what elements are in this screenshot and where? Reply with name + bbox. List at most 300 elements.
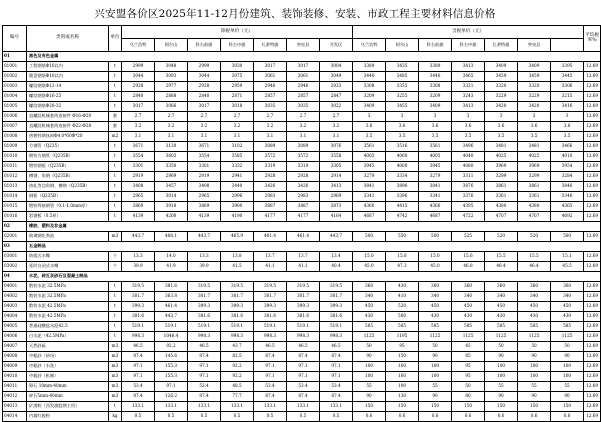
item-name: 防爬式水嘴 xyxy=(27,252,109,262)
price-excl-tax-cell: 2969 xyxy=(320,192,353,202)
price-excl-tax-cell: 2857 xyxy=(287,92,320,102)
price-incl-tax-cell: 3496 xyxy=(452,142,485,152)
price-excl-tax-cell: 2888 xyxy=(155,92,188,102)
price-excl-tax-cell: 3319 xyxy=(287,162,320,172)
price-excl-tax-cell: 3301 xyxy=(122,162,155,172)
price-excl-tax-cell: 3408 xyxy=(122,182,155,192)
price-incl-tax-cell: 0.6 xyxy=(419,412,452,422)
price-excl-tax-cell: 4139 xyxy=(122,212,155,222)
price-incl-tax-cell: 3.6 xyxy=(551,122,584,132)
price-excl-tax-cell: 133.1 xyxy=(221,402,254,412)
price-excl-tax-cell: 92.2 xyxy=(221,362,254,372)
price-excl-tax-cell: 3900 xyxy=(221,202,254,212)
price-excl-tax-cell: 519.1 xyxy=(254,322,287,332)
price-incl-tax-cell: 160 xyxy=(386,372,419,382)
price-excl-tax-cell: 998.3 xyxy=(287,332,320,342)
item-code: 01006 xyxy=(3,112,27,122)
price-excl-tax-cell: 97.1 xyxy=(254,372,287,382)
price-excl-tax-cell: 0.5 xyxy=(188,412,221,422)
item-unit: t xyxy=(109,172,122,182)
price-incl-tax-cell: 520 xyxy=(485,232,518,242)
price-excl-tax-cell: 465.9 xyxy=(221,232,254,242)
price-incl-tax-cell: 525 xyxy=(452,232,485,242)
price-excl-tax-cell: 2928 xyxy=(287,172,320,182)
header-region-in: 突泉县 xyxy=(518,39,551,52)
price-incl-tax-cell: 3341 xyxy=(419,192,452,202)
price-incl-tax-cell: 4380 xyxy=(485,202,518,212)
price-incl-tax-cell: 1125 xyxy=(452,332,485,342)
price-incl-tax-cell: 45 xyxy=(452,342,485,352)
header-region-ex: 阿尔山 xyxy=(155,39,188,52)
item-name: 热轧等边角钢、槽钢（Q235B） xyxy=(27,182,109,192)
price-excl-tax-cell: 381.6 xyxy=(254,312,287,322)
item-unit: m3 xyxy=(109,372,122,382)
price-excl-tax-cell: 2946 xyxy=(287,82,320,92)
section-row xyxy=(3,222,601,232)
item-code: 01014 xyxy=(3,192,27,202)
price-excl-tax-cell: 519.1 xyxy=(122,322,155,332)
price-excl-tax-cell: 13.4 xyxy=(320,252,353,262)
price-excl-tax-cell: 461.4 xyxy=(254,232,287,242)
header-region-ex: 乌兰浩特 xyxy=(122,39,155,52)
price-excl-tax-cell: 3093 xyxy=(155,72,188,82)
price-incl-tax-cell: 3841 xyxy=(419,182,452,192)
item-unit: m3 xyxy=(109,352,122,362)
price-incl-tax-cell: 80 xyxy=(452,392,485,402)
price-excl-tax-cell: 53.4 xyxy=(122,382,155,392)
tax-rate-cell: 12.69 xyxy=(584,112,601,122)
price-incl-tax-cell: 3413 xyxy=(452,102,485,112)
price-incl-tax-cell: 3.5 xyxy=(419,132,452,142)
price-excl-tax-cell: 3120 xyxy=(155,142,188,152)
item-code: 04006 xyxy=(3,332,27,342)
price-excl-tax-cell: 3408 xyxy=(188,182,221,192)
item-unit: 个 xyxy=(109,262,122,272)
price-incl-tax-cell: 3209 xyxy=(353,92,386,102)
price-incl-tax-cell: 3420 xyxy=(485,102,518,112)
header-region-ex: 开发区 xyxy=(320,39,353,52)
price-excl-tax-cell: 3014 xyxy=(155,192,188,202)
price-incl-tax-cell: 3896 xyxy=(386,182,419,192)
tax-rate-cell: 12.69 xyxy=(584,282,601,292)
price-incl-tax-cell: 3445 xyxy=(551,72,584,82)
tax-rate-cell: 12.69 xyxy=(584,62,601,72)
item-code: 01007 xyxy=(3,122,27,132)
price-incl-tax-cell: 0.6 xyxy=(386,412,419,422)
price-excl-tax-cell: 319.5 xyxy=(122,282,155,292)
table-row xyxy=(3,212,601,222)
price-incl-tax-cell: 500 xyxy=(386,312,419,322)
tax-rate-cell: 12.69 xyxy=(584,182,601,192)
price-excl-tax-cell: 2999 xyxy=(122,62,155,72)
price-incl-tax-cell: 0.6 xyxy=(452,412,485,422)
tax-rate-cell: 12.69 xyxy=(584,412,601,422)
price-excl-tax-cell: 399.3 xyxy=(221,302,254,312)
header-region-in: 科右中旗 xyxy=(452,39,485,52)
item-name: 镀锌钢板（Q235B） xyxy=(27,162,109,172)
price-excl-tax-cell: 2840 xyxy=(122,92,155,102)
price-excl-tax-cell: 0.5 xyxy=(287,412,320,422)
price-excl-tax-cell: 2871 xyxy=(221,92,254,102)
price-incl-tax-cell: 4380 xyxy=(518,202,551,212)
table-row xyxy=(3,112,601,122)
section-code: 01 xyxy=(3,52,27,62)
tax-rate-cell: 12.69 xyxy=(584,262,601,272)
price-excl-tax-cell: 13.7 xyxy=(287,252,320,262)
price-excl-tax-cell: 3004 xyxy=(320,62,353,72)
price-excl-tax-cell: 46.5 xyxy=(287,342,320,352)
item-unit: t xyxy=(109,402,122,412)
price-excl-tax-cell: 97.1 xyxy=(155,382,188,392)
price-incl-tax-cell: 3466 xyxy=(551,142,584,152)
table-row xyxy=(3,372,601,382)
price-excl-tax-cell: 998.3 xyxy=(254,332,287,342)
price-excl-tax-cell: 3554 xyxy=(188,152,221,162)
price-excl-tax-cell: 3.1 xyxy=(320,132,353,142)
price-excl-tax-cell: 97.1 xyxy=(287,372,320,382)
header-region-in: 乌兰浩特 xyxy=(353,39,386,52)
price-excl-tax-cell: 87.4 xyxy=(122,352,155,362)
price-incl-tax-cell: 410 xyxy=(386,292,419,302)
price-excl-tax-cell: 3671 xyxy=(188,142,221,152)
price-incl-tax-cell: 90 xyxy=(518,352,551,362)
item-code: 04001 xyxy=(3,282,27,292)
price-excl-tax-cell: 2840 xyxy=(188,92,221,102)
item-unit: m3 xyxy=(109,392,122,402)
price-incl-tax-cell: 3.5 xyxy=(551,132,584,142)
price-excl-tax-cell: 3.2 xyxy=(320,122,353,132)
price-incl-tax-cell: 85 xyxy=(452,352,485,362)
item-code: 01009 xyxy=(3,142,27,152)
price-incl-tax-cell: 3440 xyxy=(353,72,386,82)
price-incl-tax-cell: 1125 xyxy=(518,332,551,342)
item-name: 散装水泥 42.5MPa xyxy=(27,312,109,322)
price-excl-tax-cell: 3.2 xyxy=(188,122,221,132)
price-excl-tax-cell: 998.3 xyxy=(320,332,353,342)
price-excl-tax-cell: 3018 xyxy=(221,102,254,112)
price-incl-tax-cell: 4365 xyxy=(551,202,584,212)
price-excl-tax-cell: 53.4 xyxy=(188,382,221,392)
price-excl-tax-cell: 3572 xyxy=(254,152,287,162)
price-incl-tax-cell: 3.5 xyxy=(386,132,419,142)
price-incl-tax-cell: 585 xyxy=(452,322,485,332)
price-incl-tax-cell: 3321 xyxy=(452,82,485,92)
price-incl-tax-cell: 340 xyxy=(419,292,452,302)
price-incl-tax-cell: 3.6 xyxy=(485,122,518,132)
price-excl-tax-cell: 48.5 xyxy=(221,382,254,392)
item-unit: t xyxy=(109,302,122,312)
table-row xyxy=(3,292,601,302)
item-unit: t xyxy=(109,192,122,202)
item-code: 01002 xyxy=(3,72,27,82)
tax-rate-cell: 12.69 xyxy=(584,212,601,222)
price-excl-tax-cell: 97.1 xyxy=(287,362,320,372)
section-row xyxy=(3,242,601,252)
price-incl-tax-cell: 500 xyxy=(353,232,386,242)
item-name: 碎石5mm-40mm xyxy=(27,392,109,402)
item-unit: t xyxy=(109,82,122,92)
price-incl-tax-cell: 100 xyxy=(485,362,518,372)
section-row xyxy=(3,272,601,282)
price-excl-tax-cell: 998.3 xyxy=(188,332,221,342)
price-excl-tax-cell: 39.9 xyxy=(188,262,221,272)
price-table xyxy=(2,25,601,422)
tax-rate-cell: 12.69 xyxy=(584,252,601,262)
price-excl-tax-cell: 381.6 xyxy=(221,312,254,322)
tax-rate-cell: 12.69 xyxy=(584,202,601,212)
table-row xyxy=(3,362,601,372)
table-row xyxy=(3,82,601,92)
price-excl-tax-cell: 0.5 xyxy=(320,412,353,422)
price-excl-tax-cell: 3440 xyxy=(221,182,254,192)
price-excl-tax-cell: 3585 xyxy=(221,152,254,162)
price-excl-tax-cell: 46.5 xyxy=(122,342,155,352)
price-excl-tax-cell: 319.5 xyxy=(188,282,221,292)
item-unit: t xyxy=(109,62,122,72)
header-code: 编号 xyxy=(3,26,27,52)
price-excl-tax-cell: 2.7 xyxy=(254,112,287,122)
tax-rate-cell: 12.69 xyxy=(584,372,601,382)
price-incl-tax-cell: 500 xyxy=(419,232,452,242)
price-excl-tax-cell: 2.7 xyxy=(122,112,155,122)
price-incl-tax-cell: 3481 xyxy=(518,142,551,152)
price-incl-tax-cell: 1125 xyxy=(353,332,386,342)
price-incl-tax-cell: 3 xyxy=(419,112,452,122)
price-incl-tax-cell: 3299 xyxy=(518,172,551,182)
price-excl-tax-cell: 319.5 xyxy=(254,282,287,292)
price-incl-tax-cell: 3361 xyxy=(518,192,551,202)
table-row xyxy=(3,252,601,262)
item-code: 01012 xyxy=(3,172,27,182)
price-incl-tax-cell: 15.6 xyxy=(452,252,485,262)
price-incl-tax-cell: 90 xyxy=(551,352,584,362)
price-incl-tax-cell: 3279 xyxy=(419,172,452,182)
price-incl-tax-cell: 46.4 xyxy=(518,262,551,272)
price-incl-tax-cell: 3876 xyxy=(452,182,485,192)
header-region-in: 扎赉特旗 xyxy=(485,39,518,52)
price-incl-tax-cell: 3481 xyxy=(485,142,518,152)
price-excl-tax-cell: 2.7 xyxy=(188,112,221,122)
price-excl-tax-cell: 319.5 xyxy=(221,282,254,292)
price-excl-tax-cell: 519.1 xyxy=(221,322,254,332)
price-excl-tax-cell: 381.6 xyxy=(122,312,155,322)
price-incl-tax-cell: 3465 xyxy=(452,72,485,82)
price-excl-tax-cell: 3.1 xyxy=(155,132,188,142)
price-incl-tax-cell: 15.0 xyxy=(419,252,452,262)
tax-rate-cell: 12.69 xyxy=(584,122,601,132)
price-incl-tax-cell: 4005 xyxy=(419,152,452,162)
item-code: 04010 xyxy=(3,372,27,382)
price-incl-tax-cell: 520 xyxy=(518,232,551,242)
item-code: 01001 xyxy=(3,62,27,72)
price-excl-tax-cell: 3603 xyxy=(155,152,188,162)
price-excl-tax-cell: 301.7 xyxy=(122,292,155,302)
price-excl-tax-cell: 3048 xyxy=(155,62,188,72)
price-incl-tax-cell: 360 xyxy=(485,282,518,292)
tax-rate-cell: 12.69 xyxy=(584,312,601,322)
tax-rate-cell: 12.69 xyxy=(584,162,601,172)
price-excl-tax-cell: 87.4 xyxy=(320,392,353,402)
price-excl-tax-cell: 2946 xyxy=(254,82,287,92)
price-excl-tax-cell: 41.1 xyxy=(287,262,320,272)
header-row-1 xyxy=(3,26,601,39)
price-excl-tax-cell: 1046.4 xyxy=(155,332,188,342)
price-incl-tax-cell: 100 xyxy=(518,362,551,372)
item-unit: m3 xyxy=(109,382,122,392)
price-incl-tax-cell: 3.5 xyxy=(452,132,485,142)
price-incl-tax-cell: 3.6 xyxy=(518,122,551,132)
price-excl-tax-cell: 2965 xyxy=(122,192,155,202)
price-incl-tax-cell: 45.0 xyxy=(419,262,452,272)
price-incl-tax-cell: 585 xyxy=(485,322,518,332)
price-incl-tax-cell: 3355 xyxy=(386,82,419,92)
price-incl-tax-cell: 3.6 xyxy=(386,122,419,132)
price-excl-tax-cell: 3869 xyxy=(122,202,155,212)
item-name: 工程钢筋Φ10以内 xyxy=(27,62,109,72)
price-excl-tax-cell: 2996 xyxy=(221,192,254,202)
price-incl-tax-cell: 15.5 xyxy=(518,252,551,262)
table-row xyxy=(3,122,601,132)
price-incl-tax-cell: 360 xyxy=(452,282,485,292)
price-incl-tax-cell: 46.8 xyxy=(452,262,485,272)
price-incl-tax-cell: 3320 xyxy=(485,82,518,92)
price-excl-tax-cell: 155.3 xyxy=(155,362,188,372)
item-code: 01011 xyxy=(3,162,27,172)
section-code: 03 xyxy=(3,242,27,252)
item-unit: t xyxy=(109,72,122,82)
tax-rate-cell: 12.69 xyxy=(584,352,601,362)
item-name: 圆盘钢筋Φ10以内 xyxy=(27,72,109,82)
item-unit: m3 xyxy=(109,342,122,352)
price-excl-tax-cell: 2928 xyxy=(122,82,155,92)
item-name: 卵石 10mm-40mm xyxy=(27,382,109,392)
table-row xyxy=(3,202,601,212)
table-row xyxy=(3,172,601,182)
header-region-ex: 科右前旗 xyxy=(188,39,221,52)
price-incl-tax-cell: 3.6 xyxy=(419,122,452,132)
price-incl-tax-cell: 4360 xyxy=(353,202,386,212)
price-excl-tax-cell: 3061 xyxy=(254,72,287,82)
price-excl-tax-cell: 3075 xyxy=(221,72,254,82)
price-excl-tax-cell: 43.7 xyxy=(221,342,254,352)
price-excl-tax-cell: 39.9 xyxy=(122,262,155,272)
price-excl-tax-cell: 3102 xyxy=(221,142,254,152)
item-name: 普通硅酸盐水泥42.5 xyxy=(27,322,109,332)
price-incl-tax-cell: 450 xyxy=(485,302,518,312)
price-incl-tax-cell: 3420 xyxy=(518,102,551,112)
item-unit: t xyxy=(109,212,122,222)
price-incl-tax-cell: 1125 xyxy=(485,332,518,342)
item-code: 04008 xyxy=(3,352,27,362)
price-excl-tax-cell: 3044 xyxy=(188,72,221,82)
price-incl-tax-cell: 3 xyxy=(551,112,584,122)
price-incl-tax-cell: 3243 xyxy=(452,92,485,102)
price-incl-tax-cell: 160 xyxy=(386,362,419,372)
price-excl-tax-cell: 97.1 xyxy=(320,362,353,372)
price-incl-tax-cell: 4722 xyxy=(452,212,485,222)
tax-rate-cell: 12.69 xyxy=(584,172,601,182)
price-excl-tax-cell: 0.5 xyxy=(155,412,188,422)
price-excl-tax-cell: 2969 xyxy=(155,172,188,182)
price-excl-tax-cell: 4190 xyxy=(221,212,254,222)
price-incl-tax-cell: 3841 xyxy=(353,182,386,192)
header-region-ex: 突泉县 xyxy=(287,39,320,52)
price-incl-tax-cell: 3299 xyxy=(485,172,518,182)
price-incl-tax-cell: 4395 xyxy=(452,202,485,212)
price-excl-tax-cell: 363.8 xyxy=(155,292,188,302)
header-group-incl-tax: 含税单价（元） xyxy=(353,26,584,39)
price-incl-tax-cell: 55 xyxy=(485,382,518,392)
price-incl-tax-cell: 4040 xyxy=(452,152,485,162)
price-incl-tax-cell: 95 xyxy=(452,362,485,372)
table-row xyxy=(3,382,601,392)
price-incl-tax-cell: 45.5 xyxy=(551,262,584,272)
item-unit: t xyxy=(109,182,122,192)
price-excl-tax-cell: 3918 xyxy=(155,202,188,212)
item-name: 矿渣粉（西发旗股钢主用） xyxy=(27,402,109,412)
item-name: 内墙红胶粉 xyxy=(27,412,109,422)
item-code: 01016 xyxy=(3,212,27,222)
table-row xyxy=(3,182,601,192)
item-code: 04004 xyxy=(3,312,27,322)
table-row xyxy=(3,352,601,362)
price-excl-tax-cell: 443.7 xyxy=(155,312,188,322)
price-incl-tax-cell: 4707 xyxy=(485,212,518,222)
item-unit: t xyxy=(109,152,122,162)
price-incl-tax-cell: 90 xyxy=(485,352,518,362)
table-row xyxy=(3,92,601,102)
price-incl-tax-cell: 430 xyxy=(518,312,551,322)
price-excl-tax-cell: 87.4 xyxy=(287,392,320,402)
item-name: 镀锌焊接钢管（0.1-1.0mm厚） xyxy=(27,202,109,212)
item-name: 热镀锌钢丝网Φ4.0*60Φ*20 xyxy=(27,132,109,142)
price-incl-tax-cell: 430 xyxy=(485,312,518,322)
item-name: 螺纹钢筋Φ12-14 xyxy=(27,82,109,92)
table-row xyxy=(3,412,601,422)
price-incl-tax-cell: 3311 xyxy=(452,172,485,182)
table-row xyxy=(3,302,601,312)
page-title: 兴安盟各价区2025年11-12月份建筑、装饰装修、安装、市政工程主要材料信息价格 xyxy=(94,8,496,20)
price-excl-tax-cell: 319.5 xyxy=(287,282,320,292)
price-excl-tax-cell: 2965 xyxy=(188,192,221,202)
section-row xyxy=(3,52,601,62)
item-code: 04014 xyxy=(3,412,27,422)
price-excl-tax-cell: 2.7 xyxy=(287,112,320,122)
price-incl-tax-cell: 15.1 xyxy=(551,252,584,262)
price-incl-tax-cell: 15.8 xyxy=(386,252,419,262)
price-excl-tax-cell: 2983 xyxy=(254,192,287,202)
price-incl-tax-cell: 90 xyxy=(485,392,518,402)
item-code: 01003 xyxy=(3,82,27,92)
price-incl-tax-cell: 3409 xyxy=(518,62,551,72)
item-code: 01008 xyxy=(3,132,27,142)
price-excl-tax-cell: 3887 xyxy=(254,202,287,212)
price-excl-tax-cell: 488.1 xyxy=(155,232,188,242)
header-tax-rate: 平均税率% xyxy=(584,26,601,52)
section-code: 02 xyxy=(3,222,27,232)
price-excl-tax-cell: 2.7 xyxy=(221,112,254,122)
item-name: 钢板（Q235B） xyxy=(27,192,109,202)
section-name: 黑色及有色金属 xyxy=(27,52,601,62)
price-excl-tax-cell: 2933 xyxy=(320,82,353,92)
price-incl-tax-cell: 100 xyxy=(551,362,584,372)
item-unit: t xyxy=(109,322,122,332)
price-excl-tax-cell: 3061 xyxy=(287,72,320,82)
price-incl-tax-cell: 100 xyxy=(551,372,584,382)
price-excl-tax-cell: 3873 xyxy=(320,202,353,212)
price-excl-tax-cell: 399.3 xyxy=(188,302,221,312)
price-excl-tax-cell: 3.1 xyxy=(254,132,287,142)
